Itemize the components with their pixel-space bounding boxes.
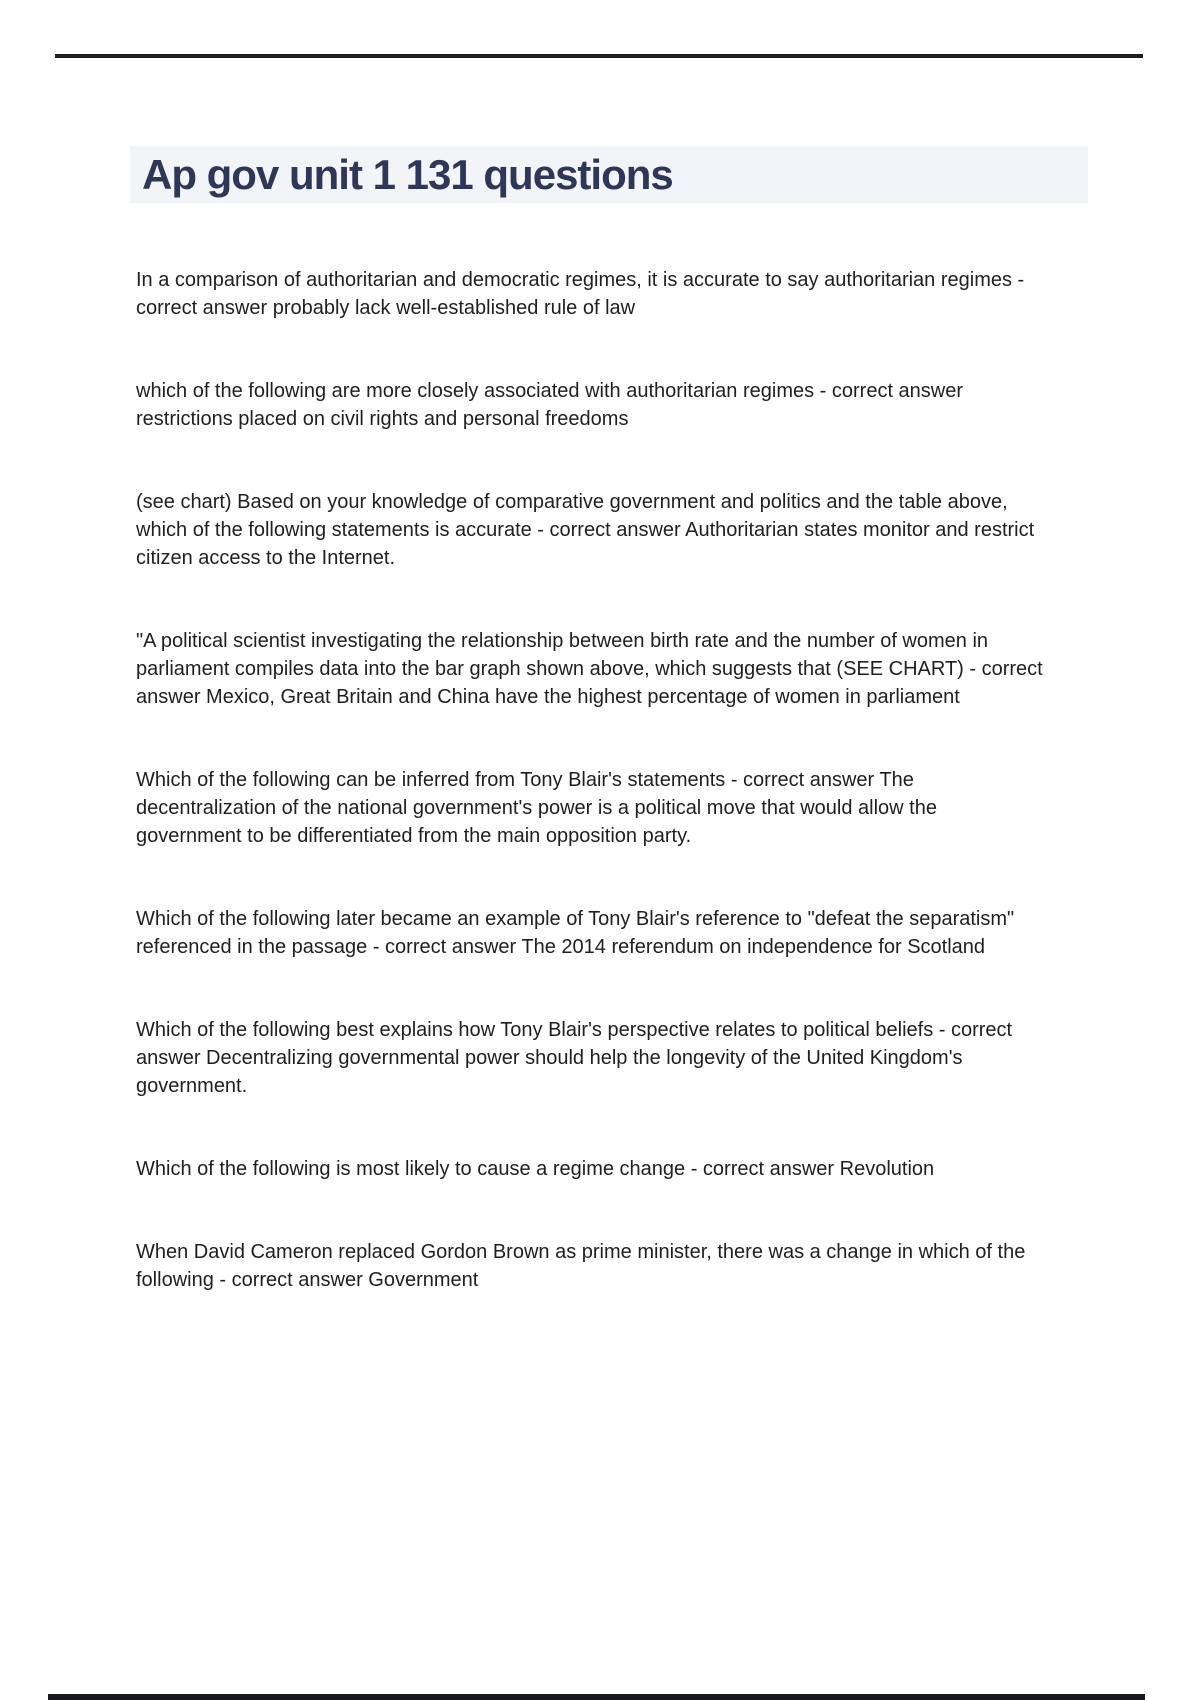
qa-line: correct answer probably lack well-established rule of law	[136, 297, 636, 319]
title-highlight-bar	[130, 146, 1088, 203]
qa-line: parliament compiles data into the bar graph shown above, which suggests that (SEE CHART) - correct	[136, 658, 1043, 680]
qa-line: decentralization of the national government's power is a political move that would allow the	[136, 797, 937, 819]
qa-line: "A political scientist investigating the relationship between birth rate and the number of women in	[136, 630, 989, 652]
top-horizontal-rule	[55, 54, 1143, 58]
bottom-horizontal-bar	[48, 1694, 1145, 1700]
qa-paragraph	[136, 1238, 1146, 1294]
qa-line: following - correct answer Government	[136, 1269, 479, 1291]
qa-paragraph	[136, 627, 1146, 711]
qa-line: which of the following statements is accurate - correct answer Authoritarian states monitor and restrict	[136, 519, 1035, 541]
qa-line: Which of the following is most likely to cause a regime change - correct answer Revolution	[136, 1158, 935, 1180]
qa-line: government.	[136, 1075, 248, 1097]
qa-paragraph	[136, 905, 1146, 961]
qa-line: which of the following are more closely associated with authoritarian regimes - correct answer	[136, 380, 964, 402]
qa-paragraph	[136, 766, 1146, 850]
qa-paragraph	[136, 1016, 1146, 1100]
qa-line: answer Decentralizing governmental power should help the longevity of the United Kingdom's	[136, 1047, 963, 1069]
qa-line: Which of the following can be inferred from Tony Blair's statements - correct answer The	[136, 769, 914, 791]
qa-paragraph	[136, 377, 1146, 433]
page-title: Ap gov unit 1 131 questions	[142, 150, 673, 198]
qa-line: In a comparison of authoritarian and democratic regimes, it is accurate to say authoritarian regimes -	[136, 269, 1025, 291]
qa-line: (see chart) Based on your knowledge of comparative government and politics and the table above,	[136, 491, 1008, 513]
qa-line: citizen access to the Internet.	[136, 547, 396, 569]
qa-line: When David Cameron replaced Gordon Brown as prime minister, there was a change in which of the	[136, 1241, 1026, 1263]
qa-paragraph	[136, 488, 1146, 572]
qa-line: Which of the following later became an example of Tony Blair's reference to "defeat the separatism"	[136, 908, 1015, 930]
qa-line: restrictions placed on civil rights and personal freedoms	[136, 408, 629, 430]
qa-line: government to be differentiated from the main opposition party.	[136, 825, 692, 847]
qa-line: answer Mexico, Great Britain and China have the highest percentage of women in parliament	[136, 686, 960, 708]
qa-content	[136, 266, 1146, 1349]
qa-paragraph	[136, 1155, 1146, 1183]
qa-paragraph	[136, 266, 1146, 322]
qa-line: referenced in the passage - correct answer The 2014 referendum on independence for Scotland	[136, 936, 986, 958]
qa-line: Which of the following best explains how Tony Blair's perspective relates to political beliefs - correct	[136, 1019, 1013, 1041]
